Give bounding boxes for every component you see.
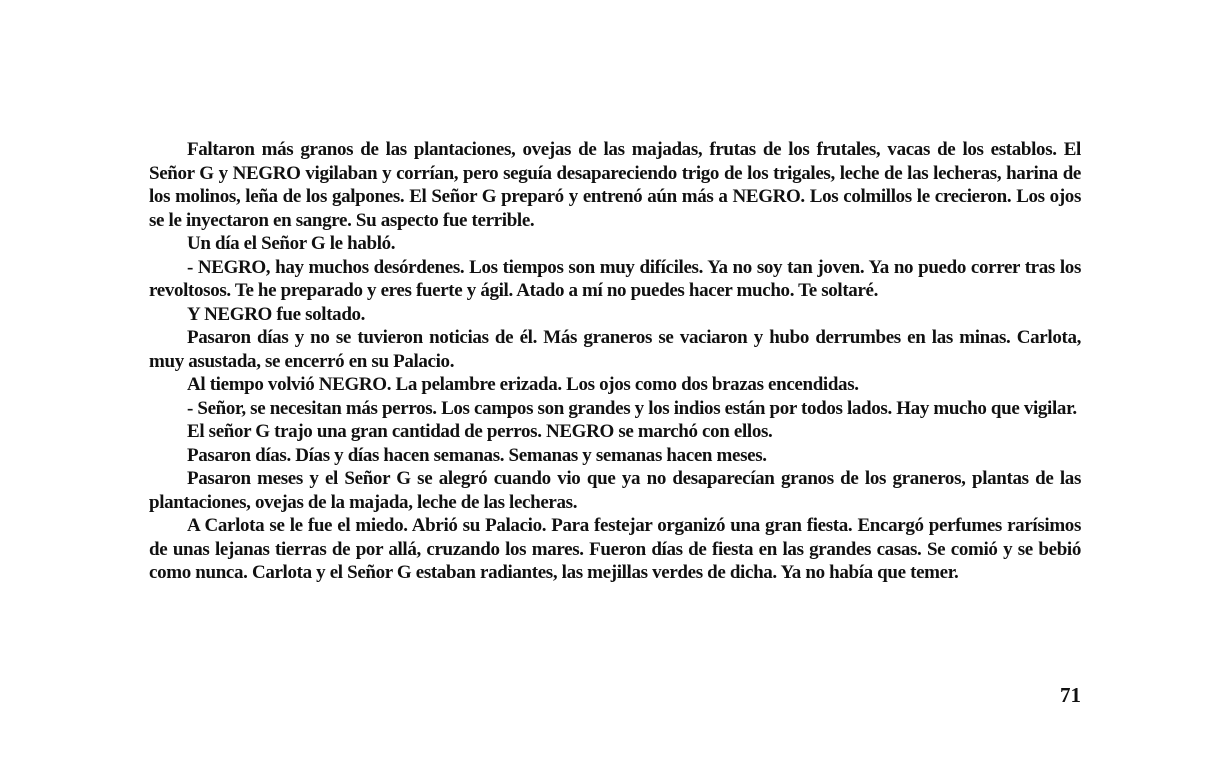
paragraph-10: Pasaron meses y el Señor G se alegró cuando vio que ya no desaparecían granos de los graneros, plantas de las plantaciones, ovejas de la majada, leche de las lecheras. (149, 468, 1081, 513)
body-text (149, 138, 1081, 585)
paragraph-6: Al tiempo volvió NEGRO. La pelambre erizada. Los ojos como dos brazas encendidas. (187, 374, 859, 395)
paragraph-5: Pasaron días y no se tuvieron noticias de él. Más graneros se vaciaron y hubo derrumbes en las minas. Carlota, muy asustada, se encerró en su Palacio. (149, 327, 1081, 372)
paragraph-4: Y NEGRO fue soltado. (187, 303, 366, 325)
paragraph-2: Un día el Señor G le habló. (187, 233, 396, 254)
paragraph-11: A Carlota se le fue el miedo. Abrió su Palacio. Para festejar organizó una gran fiesta. Encargó perfumes rarísimos de unas lejanas tierras de por allá, cruzando los mares. Fueron días de fiesta en las grandes casas. Se comió y se bebió como nunca. Carlota y el Señor G estaban radiantes, las mejillas verdes de dicha. Ya no había que temer. (149, 515, 1081, 583)
paragraph-9: Pasaron días. Días y días hacen semanas. Semanas y semanas hacen meses. (187, 444, 767, 466)
paragraph-1: Faltaron más granos de las plantaciones, ovejas de las majadas, frutas de los frutales, vacas de los establos. El Señor G y NEGRO vigilaban y corrían, pero seguía desapareciendo trigo de los trigales, leche de las lecheras, harina de los molinos, leña de los galpones. El Señor G preparó y entrenó aún más a NEGRO. Los colmillos le crecieron. Los ojos se le inyectaron en sangre. Su aspecto fue terrible. (149, 139, 1081, 231)
paragraph-8: El señor G trajo una gran cantidad de perros. NEGRO se marchó con ellos. (187, 421, 773, 442)
paragraph-7: - Señor, se necesitan más perros. Los campos son grandes y los indios están por todos lados. Hay mucho que vigilar. (187, 397, 1077, 419)
page-number: 71 (1060, 683, 1081, 707)
paragraph-3: - NEGRO, hay muchos desórdenes. Los tiempos son muy difíciles. Ya no soy tan joven. Ya no puedo correr tras los revoltosos. Te he preparado y eres fuerte y ágil. Atado a mí no puedes hacer mucho. Te soltaré. (149, 256, 1081, 301)
